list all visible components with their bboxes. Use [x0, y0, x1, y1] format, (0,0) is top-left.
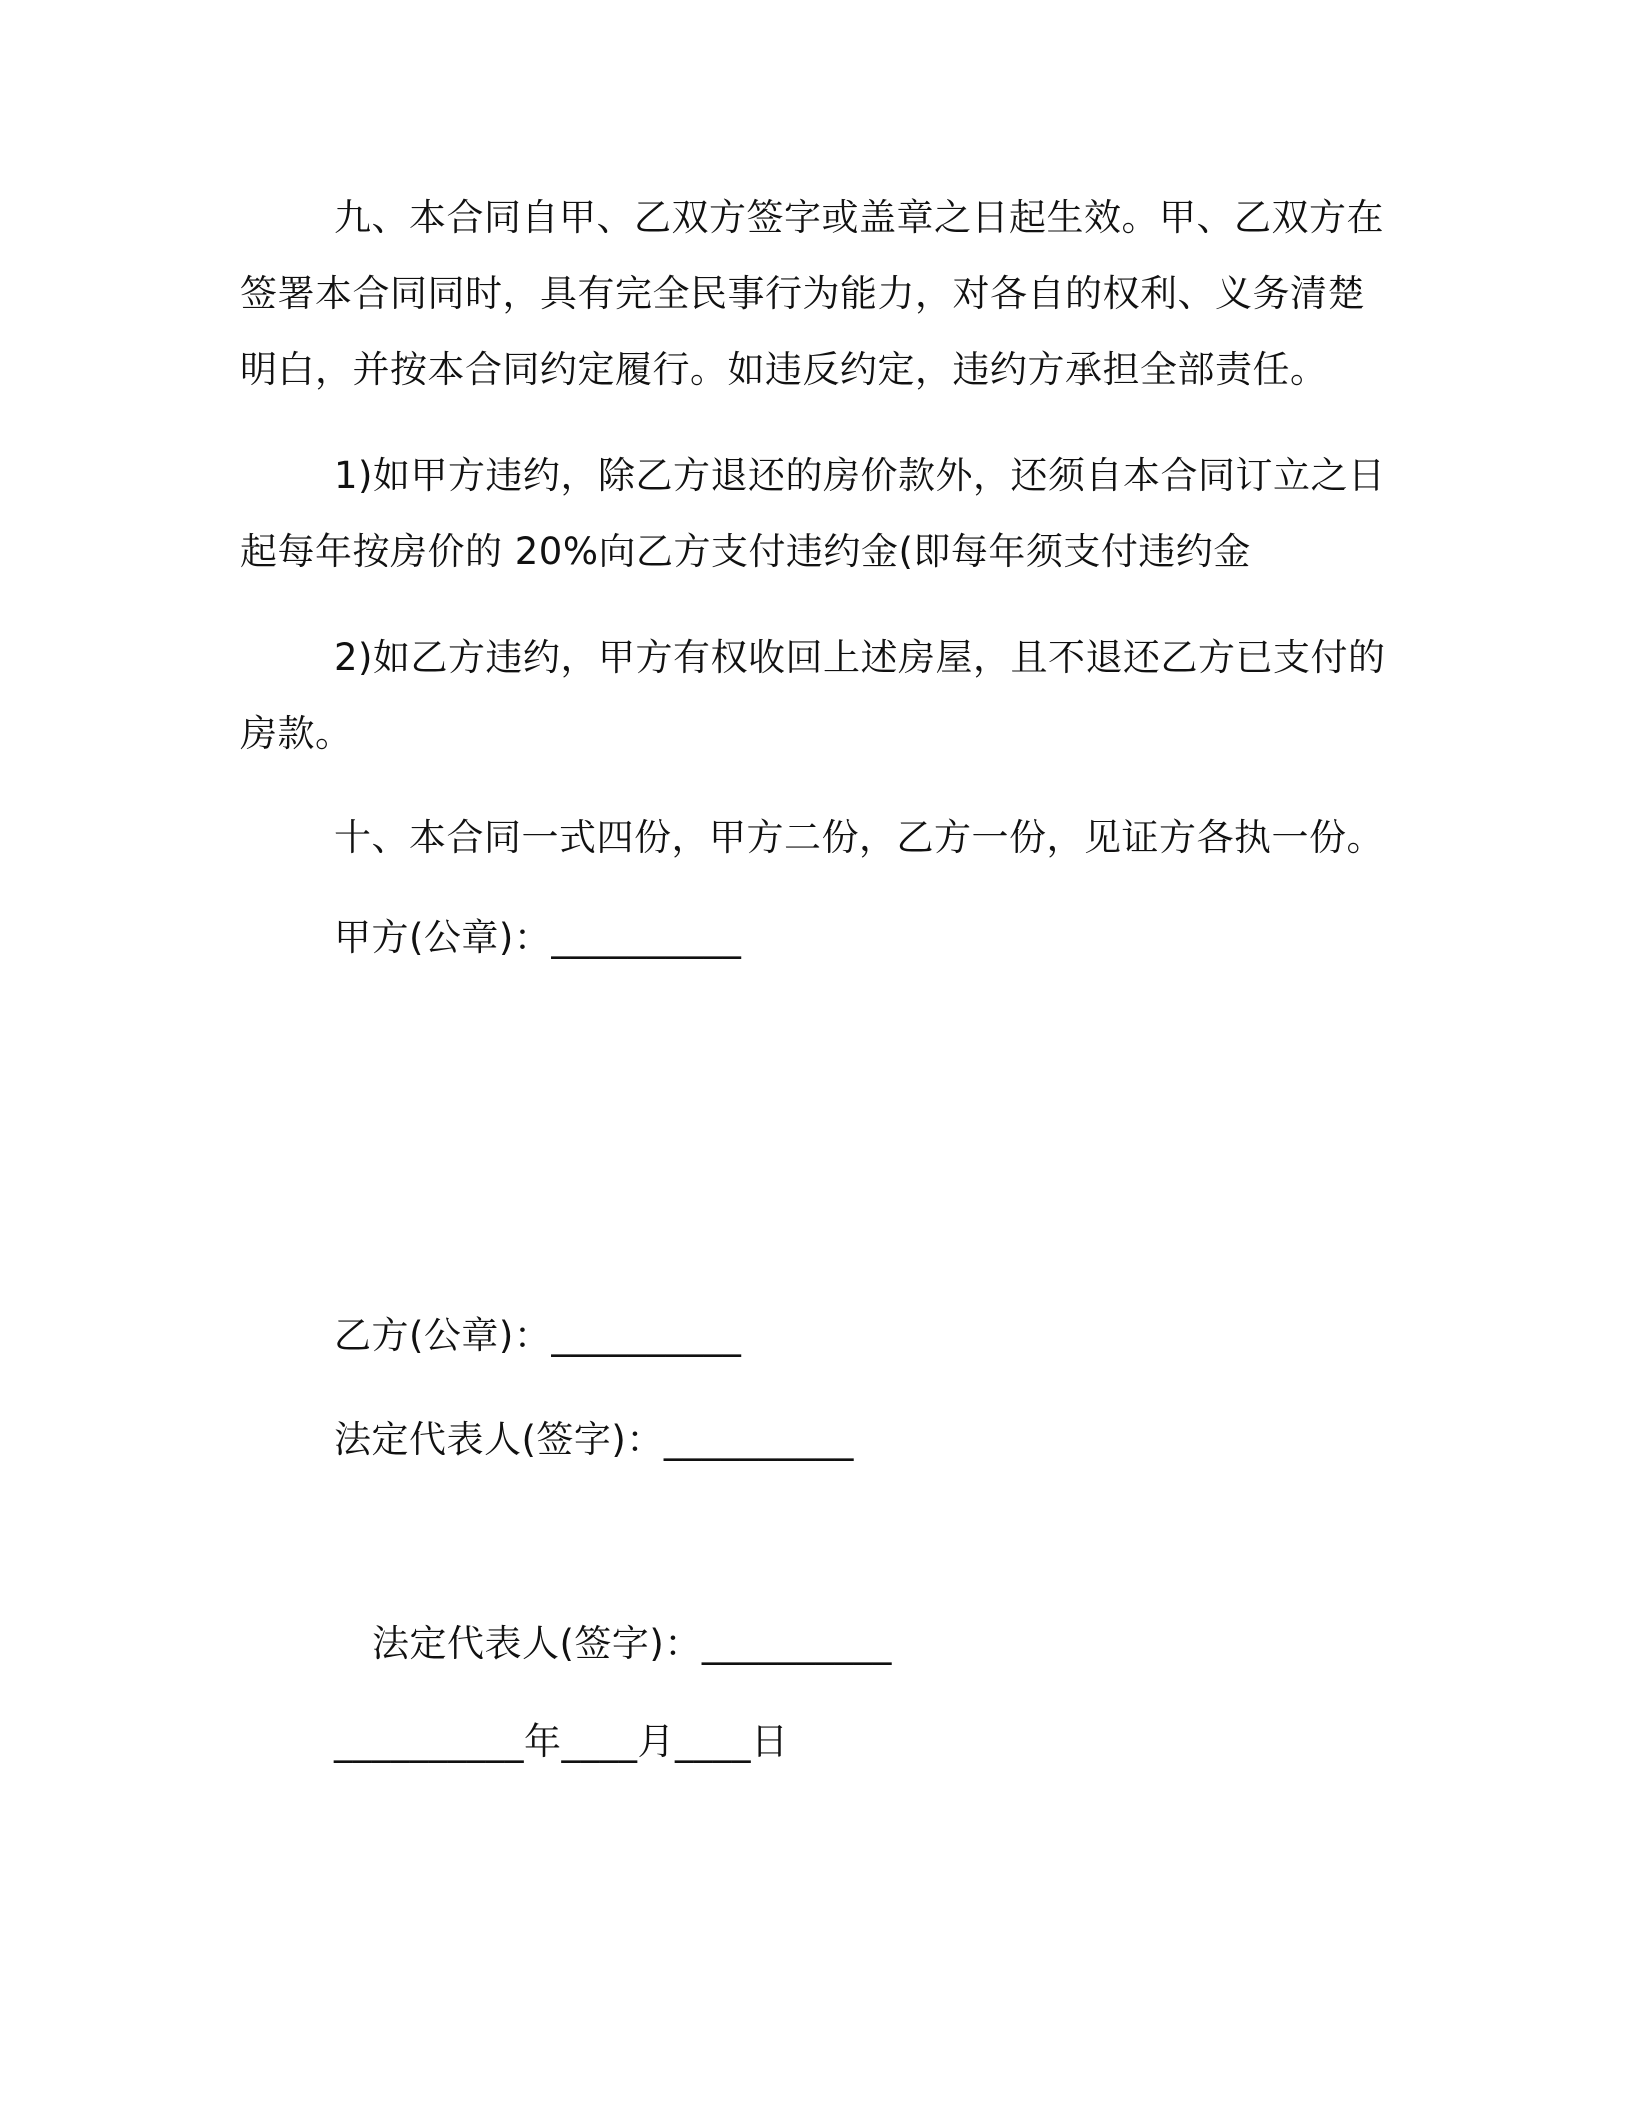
- clause-9-line-3: 明白，并按本合同约定履行。如违反约定，违约方承担全部责任。: [240, 348, 1328, 391]
- party-b-seal-line: 乙方(公章)：__________: [334, 1314, 742, 1357]
- item-1-line-2: 起每年按房价的 20%向乙方支付违约金(即每年须支付违约金: [240, 530, 1251, 573]
- date-line: __________年____月____日: [334, 1720, 789, 1763]
- clause-9-line-1: 九、本合同自甲、乙双方签字或盖章之日起生效。甲、乙双方在: [334, 196, 1384, 239]
- item-2-line-1: 2)如乙方违约，甲方有权收回上述房屋，且不退还乙方已支付的: [334, 636, 1386, 679]
- item-2-line-2: 房款。: [240, 712, 353, 755]
- party-a-seal-line: 甲方(公章)：__________: [334, 916, 742, 959]
- clause-10-line-1: 十、本合同一式四份，甲方二份，乙方一份，见证方各执一份。: [334, 816, 1384, 859]
- item-1-line-1: 1)如甲方违约，除乙方退还的房价款外，还须自本合同订立之日: [334, 454, 1386, 497]
- clause-9-line-2: 签署本合同同时，具有完全民事行为能力，对各自的权利、义务清楚: [240, 272, 1365, 315]
- legal-rep-signature-line-2: 法定代表人(签字)：__________: [372, 1622, 892, 1665]
- legal-rep-signature-line-1: 法定代表人(签字)：__________: [334, 1418, 854, 1461]
